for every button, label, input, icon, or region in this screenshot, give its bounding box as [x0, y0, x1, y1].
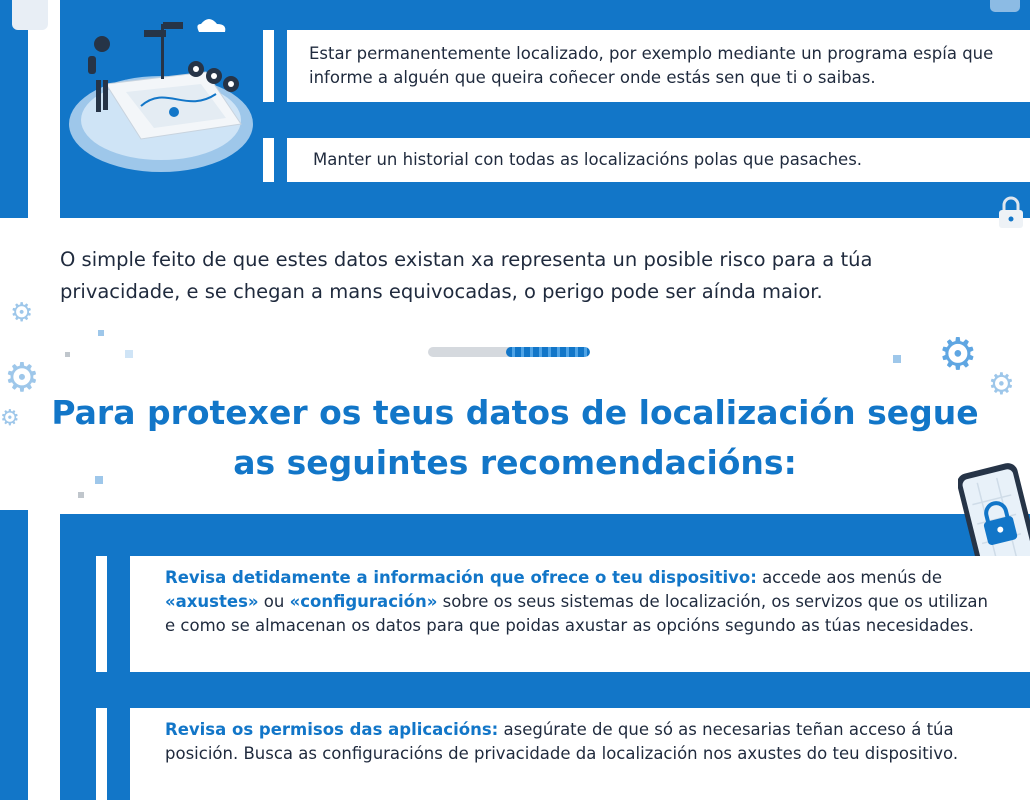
recommendation-marker [96, 708, 107, 800]
risk-item-spyware [287, 30, 1030, 102]
decor-square [65, 352, 70, 357]
gear-icon: ⚙ [938, 329, 978, 380]
recommendation-device-info [130, 556, 1030, 672]
item-marker [263, 30, 274, 102]
risk-item-history [287, 138, 1030, 182]
gear-icon: ⚙ [988, 367, 1015, 402]
keyword-axustes: «axustes» [165, 592, 259, 611]
recommendation-lead: Revisa detidamente a información que ofrece o teu dispositivo: [165, 568, 757, 587]
decor-square [125, 350, 133, 358]
item-marker [263, 138, 274, 182]
left-stripe [0, 0, 28, 218]
corner-card-icon [990, 0, 1020, 12]
gear-icon: ⚙ [0, 406, 20, 431]
risk-item-text: Estar permanentemente localizado, por exemplo mediante un programa espía que informe a alguén que queira coñecer onde estás sen que ti o saibas. [309, 44, 994, 87]
decor-square [98, 330, 104, 336]
gear-icon: ⚙ [4, 355, 40, 401]
heading-line-2: as seguintes recomendacións: [233, 443, 797, 482]
small-card-icon [12, 0, 48, 30]
recommendation-app-permissions [130, 708, 1030, 800]
decor-square [78, 492, 84, 498]
decor-square [893, 355, 901, 363]
person-with-map-illustration [66, 14, 256, 174]
risk-item-text: Manter un historial con todas as localizacións polas que pasaches. [313, 150, 863, 169]
intro-paragraph: O simple feito de que estes datos existan xa representa un posible risco para a túa privacidade, e se chegan a mans equivocadas, o perigo pode ser aínda maior. [60, 248, 873, 303]
keyword-configuracion: «configuración» [289, 592, 438, 611]
progress-fill [506, 347, 590, 357]
recommendation-text: Revisa os permisos das aplicacións: asegúrate de que só as necesarias teñan acceso á túa posición. Busca as configuracións de privacidade da localización nos axustes do teu dispositivo. [165, 720, 959, 763]
section-heading [40, 388, 990, 488]
left-stripe [0, 510, 28, 800]
recommendation-text: Revisa detidamente a información que ofrece o teu dispositivo: accede aos menús de «axustes» ou «configuración» sobre os seus sistemas de localización, os servizos que os utilizan e como se almacenan os datos para que poidas axustar as opcións segundo as túas necesidades. [165, 568, 988, 635]
recommendation-lead: Revisa os permisos das aplicacións: [165, 720, 499, 739]
progress-bar [428, 347, 590, 357]
gear-icon: ⚙ [10, 298, 34, 328]
recommendation-marker [96, 556, 107, 672]
padlock-icon [996, 195, 1026, 231]
heading-line-1: Para protexer os teus datos de localización segue [51, 393, 979, 432]
